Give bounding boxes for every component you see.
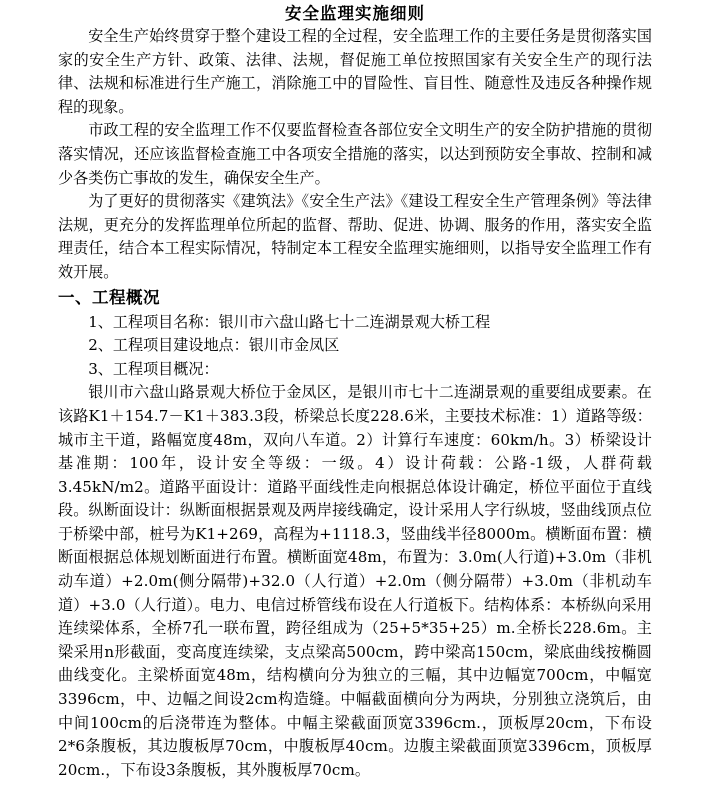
list-item-project-summary: 3、工程项目概况： <box>88 359 219 378</box>
intro-paragraph-1: 安全生产始终贯穿于整个建设工程的全过程，安全监理工作的主要任务是贯彻落实国家的安全生产方针、政策、法律、法规，督促施工单位按照国家有关安全生产的现行法律、法规和标准进行生产施工，消除施工中的冒险性、盲目性、随意性及违反各种操作规程的现象。 <box>58 27 652 116</box>
document-title: 安全监理实施细则 <box>285 4 425 23</box>
section-heading-project-overview: 一、工程概况 <box>58 287 160 307</box>
list-item-project-location: 2、工程项目建设地点：银川市金凤区 <box>88 336 340 355</box>
list-item-project-name: 1、工程项目名称：银川市六盘山路七十二连湖景观大桥工程 <box>88 312 491 331</box>
overview-paragraph: 银川市六盘山路景观大桥位于金凤区，是银川市七十二连湖景观的重要组成要素。在该路K1＋154.7－K1＋383.3段，桥梁总长度228.6米，主要技术标准：1）道路等级：城市主干道，路幅宽度48m，双向八车道。2）计算行车速度：60km/h。3）桥梁设计基准期：100年，设计安全等级：一级。4）设计荷载：公路-1级，人群荷载3.45kN/m2。道路平面设计：道路平面线性走向根据总体设计确定，桥位平面位于直线段。纵断面设计：纵断面根据景观及两岸接线确定，设计采用人字行纵坡，竖曲线顶点位于桥梁中部，桩号为K1+269，高程为+1118.3，竖曲线半径8000m。横断面布置：横断面根据总体规划断面进行布置。横断面宽48m，布置为：3.0m(人行道)+3.0m（非机动车道）+2.0m(侧分隔带)+32.0（人行道）+2.0m（侧分隔带）+3.0m（非机动车道）+3.0（人行道）。电力、电信过桥管线布设在人行道板下。结构体系：本桥纵向采用连续梁体系，全桥7孔一联布置，跨径组成为（25+5*35+25）m.全桥长228.6m。主梁采用n形截面，变高度连续梁，支点梁高500cm，跨中梁高150cm，梁底曲线按椭圆曲线变化。主梁桥面宽48m，结构横向分为独立的三幅，其中边幅宽700cm，中幅宽3396cm，中、边幅之间设2cm构造缝。中幅截面横向分为两块，分别独立浇筑后，由中间100cm的后浇带连为整体。中幅主梁截面顶宽3396cm.，顶板厚20cm，下布设2*6条腹板，其边腹板厚70cm，中腹板厚40cm。边腹主梁截面顶宽3396cm，顶板厚20cm.，下布设3条腹板，其外腹板厚70cm。 <box>58 383 652 779</box>
intro-paragraph-3: 为了更好的贯彻落实《建筑法》《安全生产法》《建设工程安全生产管理条例》等法律法规，更充分的发挥监理单位所起的监督、帮助、促进、协调、服务的作用，落实安全监理责任，结合本工程实际情况，特制定本工程安全监理实施细则，以指导安全监理工作有效开展。 <box>58 192 652 281</box>
intro-paragraph-2: 市政工程的安全监理工作不仅要监督检查各部位安全文明生产的安全防护措施的贯彻落实情况，还应该监督检查施工中各项安全措施的落实，以达到预防安全事故、控制和减少各类伤亡事故的发生，确保安全生产。 <box>58 121 652 187</box>
